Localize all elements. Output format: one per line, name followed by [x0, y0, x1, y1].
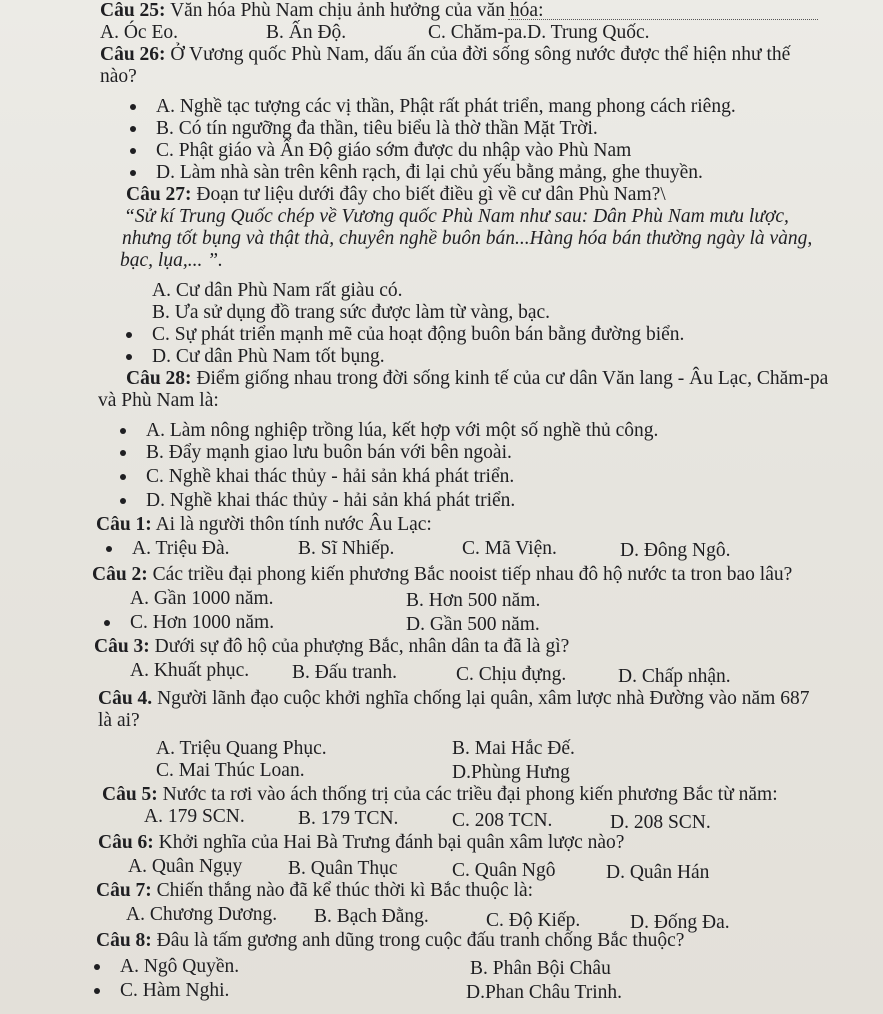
- source-quote-line: “Sử kí Trung Quốc chép về Vương quốc Phù Nam như sau: Dân Phù Nam mưu lược,: [124, 206, 789, 227]
- option-d: D. 208 SCN.: [610, 812, 711, 833]
- question-7: [96, 880, 533, 902]
- option-c: C. Chăm-pa.D. Trung Quốc.: [428, 22, 650, 43]
- option-c: C. Hàm Nghi.: [120, 980, 230, 1001]
- option-b: B. Hơn 500 năm.: [406, 590, 541, 611]
- question-label: Câu 8:: [96, 930, 152, 951]
- option-c: C. Chịu đựng.: [456, 664, 567, 685]
- option-d: D.Phan Châu Trinh.: [466, 982, 623, 1003]
- question-label: Câu 26:: [100, 44, 166, 65]
- option-c: C. Phật giáo và Ấn Độ giáo sớm được du nhập vào Phù Nam: [156, 140, 632, 161]
- option-c: C. 208 TCN.: [452, 810, 553, 831]
- question-text: Khởi nghĩa của Hai Bà Trưng đánh bại quân xâm lược nào?: [153, 832, 625, 853]
- question-label: Câu 2:: [92, 564, 148, 585]
- option-a: A. Chương Dương.: [126, 904, 278, 925]
- option-a: A. Triệu Quang Phục.: [156, 738, 327, 759]
- option-c: C. Quân Ngô: [452, 860, 556, 881]
- question-label: Câu 5:: [102, 784, 158, 805]
- option-b: B. Phân Bội Châu: [470, 958, 611, 979]
- question-text: Văn hóa Phù Nam chịu ảnh hưởng của văn hóa:: [165, 0, 544, 21]
- option-b: B. Đẩy mạnh giao lưu buôn bán với bên ngoài.: [146, 442, 512, 463]
- source-quote-line: nhưng tốt bụng và thật thà, chuyên nghề buôn bán...Hàng hóa bán thường ngày là vàng,: [122, 228, 813, 249]
- option-a: A. Ngô Quyền.: [120, 956, 240, 977]
- question-text: Dưới sự đô hộ của phượng Bắc, nhân dân ta đã là gì?: [149, 636, 570, 657]
- question-8: [96, 930, 684, 952]
- option-a: A. Quân Ngụy: [128, 856, 243, 877]
- question-2: [92, 564, 792, 586]
- option-b: B. Quân Thục: [288, 858, 398, 879]
- question-3: [94, 636, 569, 658]
- question-text: Nước ta rơi vào ách thống trị của các triều đại phong kiến phương Bắc từ năm:: [157, 784, 778, 805]
- option-d: D. Đống Đa.: [630, 912, 730, 933]
- question-label: Câu 27:: [126, 184, 192, 205]
- question-28: [126, 368, 828, 390]
- question-text: Người lãnh đạo cuộc khởi nghĩa chống lại quân, xâm lược nhà Đường vào năm 687: [152, 688, 810, 709]
- question-26: [100, 44, 790, 66]
- dotted-rule: [508, 19, 818, 20]
- question-label: Câu 7:: [96, 880, 152, 901]
- question-label: Câu 6:: [98, 832, 154, 853]
- option-b: B. 179 TCN.: [298, 808, 399, 829]
- option-c: C. Mai Thúc Loan.: [156, 760, 305, 781]
- option-a: A. Khuất phục.: [130, 660, 250, 681]
- question-1: [96, 514, 432, 536]
- option-d: D. Nghề khai thác thủy - hải sản khá phát triển.: [146, 490, 516, 511]
- option-a: A. Gần 1000 năm.: [130, 588, 274, 609]
- option-b: B. Đấu tranh.: [292, 662, 398, 683]
- question-text: Chiến thắng nào đã kể thúc thời kì Bắc thuộc là:: [151, 880, 534, 901]
- question-label: Câu 25:: [100, 0, 166, 21]
- question-text: Ai là người thôn tính nước Âu Lạc:: [151, 514, 432, 535]
- option-b: B. Ưa sử dụng đồ trang sức được làm từ vàng, bạc.: [152, 302, 551, 323]
- option-a: A. Nghề tạc tượng các vị thần, Phật rất phát triển, mang phong cách riêng.: [156, 96, 736, 117]
- question-text-cont: nào?: [100, 66, 137, 87]
- option-a: A. Óc Eo.: [100, 22, 178, 43]
- option-b: B. Ấn Độ.: [266, 22, 347, 43]
- option-b: B. Mai Hắc Đế.: [452, 738, 575, 759]
- question-6: [98, 832, 624, 854]
- option-c: C. Hơn 1000 năm.: [130, 612, 275, 633]
- option-d: D. Quân Hán: [606, 862, 710, 883]
- question-text: Các triều đại phong kiến phương Bắc nooist tiếp nhau đô hộ nước ta tron bao lâu?: [147, 564, 793, 585]
- question-label: Câu 28:: [126, 368, 192, 389]
- question-text: Ở Vương quốc Phù Nam, dấu ấn của đời sống sông nước được thể hiện như thế: [165, 44, 791, 65]
- option-c: C. Mã Viện.: [462, 538, 557, 559]
- option-c: C. Sự phát triển mạnh mẽ của hoạt động buôn bán bằng đường biển.: [152, 324, 685, 345]
- question-text: Điểm giống nhau trong đời sống kinh tế của cư dân Văn lang - Âu Lạc, Chăm-pa: [191, 368, 829, 389]
- source-quote-line: bạc, lụa,... ”.: [120, 250, 223, 271]
- option-d: D. Chấp nhận.: [618, 666, 731, 687]
- question-text: Đoạn tư liệu dưới đây cho biết điều gì về cư dân Phù Nam?\: [191, 184, 666, 205]
- option-c: C. Nghề khai thác thủy - hải sản khá phát triển.: [146, 466, 515, 487]
- option-d: D. Cư dân Phù Nam tốt bụng.: [152, 346, 385, 367]
- option-a: A. Cư dân Phù Nam rất giàu có.: [152, 280, 403, 301]
- option-d: D. Làm nhà sàn trên kênh rạch, đi lại chủ yếu bằng mảng, ghe thuyền.: [156, 162, 703, 183]
- option-a: A. Triệu Đà.: [132, 538, 230, 559]
- option-b: B. Sĩ Nhiếp.: [298, 538, 395, 559]
- question-label: Câu 4.: [98, 688, 153, 709]
- option-d: D. Đông Ngô.: [620, 540, 731, 561]
- option-b: B. Bạch Đằng.: [314, 906, 429, 927]
- question-5: [102, 784, 778, 806]
- question-4: [98, 688, 809, 710]
- option-b: B. Có tín ngưỡng đa thần, tiêu biểu là thờ thần Mặt Trời.: [156, 118, 598, 139]
- question-text-cont: và Phù Nam là:: [98, 390, 219, 411]
- option-d: D. Gần 500 năm.: [406, 614, 540, 635]
- question-label: Câu 1:: [96, 514, 152, 535]
- option-a: A. 179 SCN.: [144, 806, 245, 827]
- question-27: [126, 184, 666, 206]
- question-text-cont: là ai?: [98, 710, 140, 731]
- question-25: [100, 0, 543, 22]
- option-c: C. Độ Kiếp.: [486, 910, 581, 931]
- option-a: A. Làm nông nghiệp trồng lúa, kết hợp với một số nghề thủ công.: [146, 420, 659, 441]
- question-text: Đâu là tấm gương anh dũng trong cuộc đấu tranh chống Bắc thuộc?: [151, 930, 685, 951]
- question-label: Câu 3:: [94, 636, 150, 657]
- option-d: D.Phùng Hưng: [452, 762, 570, 783]
